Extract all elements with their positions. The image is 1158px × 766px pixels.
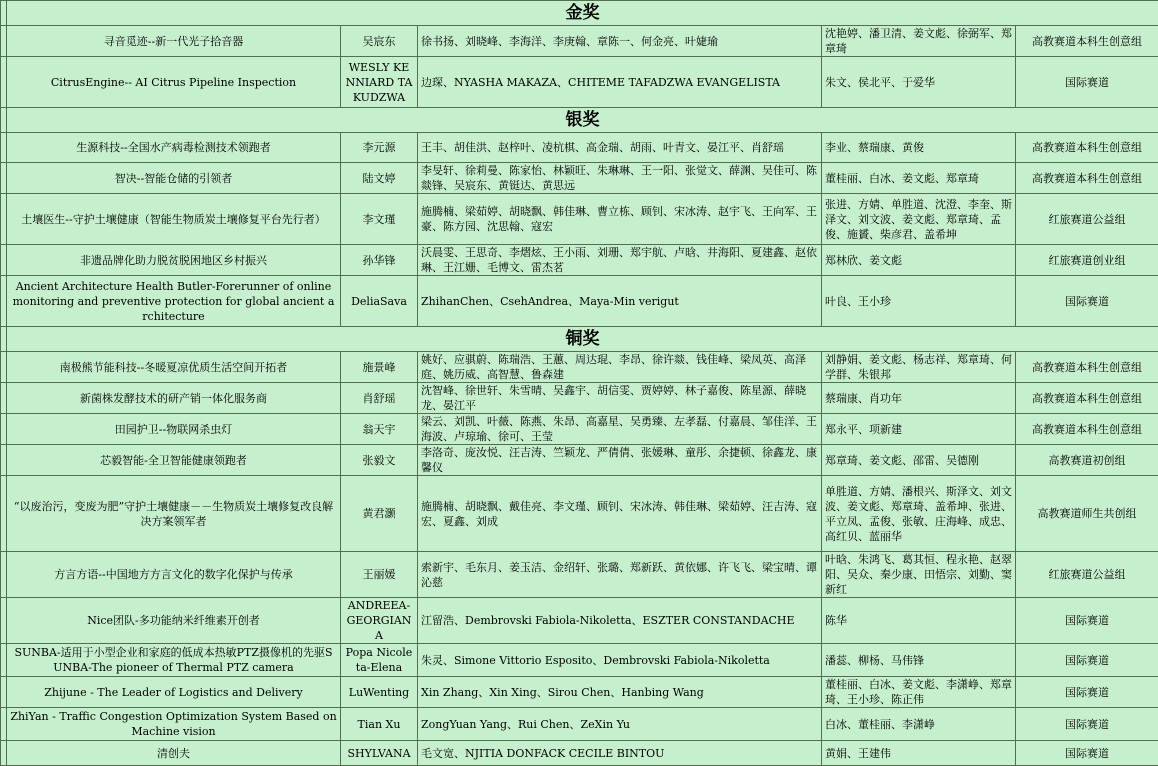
project-name: Zhijune - The Leader of Logistics and Delivery bbox=[7, 677, 341, 708]
advisors: 陈华 bbox=[822, 598, 1016, 644]
team-members: 边琛、NYASHA MAKAZA、CHITEME TAFADZWA EVANGELISTA bbox=[418, 57, 822, 108]
team-members: 徐书扬、刘晓峰、李海洋、李庚翰、章陈一、何金亮、叶婕瑜 bbox=[418, 26, 822, 57]
section-header bbox=[1, 1, 1158, 26]
project-name: 非遗品牌化助力脱贫脱困地区乡村振兴 bbox=[7, 245, 341, 276]
advisors: 郑永平、项新建 bbox=[822, 414, 1016, 445]
team-leader: 施景峰 bbox=[341, 352, 418, 383]
track-category: 高教赛道本科生创意组 bbox=[1016, 163, 1158, 194]
team-members: 李旻轩、徐莉曼、陈家怡、林颖旺、朱琳琳、王一阳、张觉文、薛渊、吴佳可、陈燚锋、吴宸东、黄铤达、黄思远 bbox=[418, 163, 822, 194]
advisors: 白冰、董桂丽、李潇峥 bbox=[822, 708, 1016, 741]
advisors: 朱文、侯北平、于爱华 bbox=[822, 57, 1016, 108]
team-members: 朱灵、Simone Vittorio Esposito、Dembrovski Fabiola-Nikoletta bbox=[418, 644, 822, 677]
track-category: 高教赛道本科生创意组 bbox=[1016, 383, 1158, 414]
track-category: 高教赛道本科生创意组 bbox=[1016, 133, 1158, 163]
team-members: ZongYuan Yang、Rui Chen、ZeXin Yu bbox=[418, 708, 822, 741]
team-members: 施腾楠、梁茹婷、胡晓飘、韩佳琳、曹立栋、顾钊、宋冰涛、赵宇飞、王向军、王豪、陈方园、沈思翰、寇宏 bbox=[418, 194, 822, 245]
table-row bbox=[1, 598, 1158, 644]
section-header bbox=[1, 108, 1158, 133]
project-name: SUNBA-适用于小型企业和家庭的低成本热敏PTZ摄像机的先驱SUNBA-The pioneer of Thermal PTZ camera bbox=[7, 644, 341, 677]
team-leader: 翁天宇 bbox=[341, 414, 418, 445]
section-title: 银奖 bbox=[7, 108, 1158, 133]
track-category: 国际赛道 bbox=[1016, 598, 1158, 644]
advisors: 黄娟、王建伟 bbox=[822, 741, 1016, 766]
team-members: 沃晨雯、王思奇、李熠炫、王小雨、刘珊、郑宇航、卢晗、井海阳、夏建鑫、赵依琳、王江姗、毛博文、雷杰茗 bbox=[418, 245, 822, 276]
project-name: 方言方语--中国地方方言文化的数字化保护与传承 bbox=[7, 552, 341, 598]
track-category: 高教赛道本科生创意组 bbox=[1016, 352, 1158, 383]
table-row bbox=[1, 476, 1158, 552]
table-row bbox=[1, 644, 1158, 677]
advisors: 沈艳婷、潘卫清、姜文彪、徐弼军、郑章琦 bbox=[822, 26, 1016, 57]
advisors: 张进、方婧、单胜道、沈澄、李奎、斯泽文、刘文波、姜文彪、郑章琦、孟俊、施贇、柴彦君、盖希坤 bbox=[822, 194, 1016, 245]
table-row bbox=[1, 245, 1158, 276]
project-name: CitrusEngine-- AI Citrus Pipeline Inspection bbox=[7, 57, 341, 108]
table-row bbox=[1, 708, 1158, 741]
project-name: 田园护卫--物联网杀虫灯 bbox=[7, 414, 341, 445]
team-members: 沈智峰、徐世轩、朱雪晴、吴鑫宇、胡信雯、贾婷婷、林子嘉俊、陈星源、薛晓龙、晏江平 bbox=[418, 383, 822, 414]
project-name: 寻音觅迹--新一代光子拾音器 bbox=[7, 26, 341, 57]
project-name: “以废治污，变废为肥”守护土壤健康－－生物质炭土壤修复改良解决方案领军者 bbox=[7, 476, 341, 552]
project-name: 土壤医生--守护土壤健康（智能生物质炭土壤修复平台先行者） bbox=[7, 194, 341, 245]
table-row bbox=[1, 163, 1158, 194]
table-row bbox=[1, 741, 1158, 766]
team-leader: WESLY KENNIARD TAKUDZWA bbox=[341, 57, 418, 108]
track-category: 高教赛道初创组 bbox=[1016, 445, 1158, 476]
track-category: 红旅赛道创业组 bbox=[1016, 245, 1158, 276]
team-leader: 李元源 bbox=[341, 133, 418, 163]
team-members: 施腾楠、胡晓飘、戴佳亮、李文瑾、顾钊、宋冰涛、韩佳琳、梁茹婷、汪吉涛、寇宏、夏鑫、刘成 bbox=[418, 476, 822, 552]
section-header bbox=[1, 327, 1158, 352]
track-category: 国际赛道 bbox=[1016, 741, 1158, 766]
team-leader: 黄君灏 bbox=[341, 476, 418, 552]
project-name: 生源科技--全国水产病毒检测技术领跑者 bbox=[7, 133, 341, 163]
track-category: 国际赛道 bbox=[1016, 276, 1158, 327]
advisors: 董桂丽、白冰、姜文彪、李潇峥、郑章琦、王小珍、陈正伟 bbox=[822, 677, 1016, 708]
team-leader: ANDREEA-GEORGIANA bbox=[341, 598, 418, 644]
team-members: ZhihanChen、CsehAndrea、Maya-Min verigut bbox=[418, 276, 822, 327]
table-row bbox=[1, 352, 1158, 383]
team-leader: Tian Xu bbox=[341, 708, 418, 741]
table-row bbox=[1, 677, 1158, 708]
team-members: 王丰、胡佳洪、赵梓叶、凌杭棋、高金瑞、胡雨、叶青文、晏江平、肖舒瑶 bbox=[418, 133, 822, 163]
table-row bbox=[1, 133, 1158, 163]
track-category: 红旅赛道公益组 bbox=[1016, 552, 1158, 598]
project-name: ZhiYan - Traffic Congestion Optimization System Based on Machine vision bbox=[7, 708, 341, 741]
project-name: Nice团队-多功能纳米纤维素开创者 bbox=[7, 598, 341, 644]
team-leader: 李文瑾 bbox=[341, 194, 418, 245]
team-members: Xin Zhang、Xin Xing、Sirou Chen、Hanbing Wang bbox=[418, 677, 822, 708]
table-row bbox=[1, 552, 1158, 598]
advisors: 潘蕊、柳杨、马伟锋 bbox=[822, 644, 1016, 677]
project-name: 清创夫 bbox=[7, 741, 341, 766]
advisors: 刘静娟、姜文彪、杨志祥、郑章琦、何学群、朱银邦 bbox=[822, 352, 1016, 383]
table-row bbox=[1, 194, 1158, 245]
advisors: 单胜道、方婧、潘根兴、斯泽文、刘文波、姜文彪、郑章琦、盖希坤、张进、平立凤、孟俊、张敏、庄海峰、成忠、高红贝、蓝丽华 bbox=[822, 476, 1016, 552]
team-leader: 陆文婷 bbox=[341, 163, 418, 194]
team-leader: Popa Nicoleta-Elena bbox=[341, 644, 418, 677]
team-leader: 王丽媛 bbox=[341, 552, 418, 598]
table-row bbox=[1, 26, 1158, 57]
table-row bbox=[1, 383, 1158, 414]
track-category: 高教赛道师生共创组 bbox=[1016, 476, 1158, 552]
team-leader: LuWenting bbox=[341, 677, 418, 708]
team-members: 李洛奇、庞汝悦、汪吉涛、竺颖龙、严倩倩、张媛琳、童彤、余捷顿、徐鑫龙、康馨仪 bbox=[418, 445, 822, 476]
team-members: 毛文宽、NJITIA DONFACK CECILE BINTOU bbox=[418, 741, 822, 766]
section-title: 金奖 bbox=[7, 1, 1158, 26]
team-members: 姚好、应骐蔚、陈瑞浩、王蕙、周达琨、李昂、徐许燚、钱佳峰、梁凤英、高泽庭、姚历威、高智慧、鲁森建 bbox=[418, 352, 822, 383]
project-name: 智决--智能仓储的引领者 bbox=[7, 163, 341, 194]
project-name: Ancient Architecture Health Butler-Forerunner of online monitoring and preventive protection for global ancient architecture bbox=[7, 276, 341, 327]
team-leader: SHYLVANA bbox=[341, 741, 418, 766]
table-row bbox=[1, 57, 1158, 108]
advisors: 蔡瑞康、肖功年 bbox=[822, 383, 1016, 414]
advisors: 叶晗、朱鸿飞、葛其恒、程永艳、赵翠阳、吴众、秦少康、田悟宗、刘勤、窦新红 bbox=[822, 552, 1016, 598]
track-category: 国际赛道 bbox=[1016, 644, 1158, 677]
team-leader: 吴宸东 bbox=[341, 26, 418, 57]
project-name: 新菌株发酵技术的研产销一体化服务商 bbox=[7, 383, 341, 414]
table-row bbox=[1, 276, 1158, 327]
section-title: 铜奖 bbox=[7, 327, 1158, 352]
team-members: 梁云、刘凯、叶薇、陈燕、朱昂、高嘉星、吴勇臻、左孝磊、付嘉晨、邹佳洋、王海波、卢琼瑜、徐可、王莹 bbox=[418, 414, 822, 445]
track-category: 国际赛道 bbox=[1016, 57, 1158, 108]
team-leader: 肖舒瑶 bbox=[341, 383, 418, 414]
track-category: 国际赛道 bbox=[1016, 708, 1158, 741]
track-category: 高教赛道本科生创意组 bbox=[1016, 414, 1158, 445]
track-category: 高教赛道本科生创意组 bbox=[1016, 26, 1158, 57]
track-category: 红旅赛道公益组 bbox=[1016, 194, 1158, 245]
table-row bbox=[1, 414, 1158, 445]
team-members: 江留浩、Dembrovski Fabiola-Nikoletta、ESZTER CONSTANDACHE bbox=[418, 598, 822, 644]
project-name: 芯毅智能-全卫智能健康领跑者 bbox=[7, 445, 341, 476]
project-name: 南极熊节能科技--冬暖夏凉优质生活空间开拓者 bbox=[7, 352, 341, 383]
track-category: 国际赛道 bbox=[1016, 677, 1158, 708]
team-leader: DeliaSava bbox=[341, 276, 418, 327]
team-leader: 张毅文 bbox=[341, 445, 418, 476]
advisors: 李业、蔡瑞康、黄俊 bbox=[822, 133, 1016, 163]
advisors: 董桂丽、白冰、姜文彪、郑章琦 bbox=[822, 163, 1016, 194]
advisors: 郑章琦、姜文彪、邵雷、吴德刚 bbox=[822, 445, 1016, 476]
team-leader: 孙华锋 bbox=[341, 245, 418, 276]
table-row bbox=[1, 445, 1158, 476]
advisors: 郑林欣、姜文彪 bbox=[822, 245, 1016, 276]
advisors: 叶良、王小珍 bbox=[822, 276, 1016, 327]
team-members: 索新宇、毛东月、姜玉洁、金绍轩、张璐、郑新跃、黄依娜、许飞飞、梁宝晴、谭沁慈 bbox=[418, 552, 822, 598]
